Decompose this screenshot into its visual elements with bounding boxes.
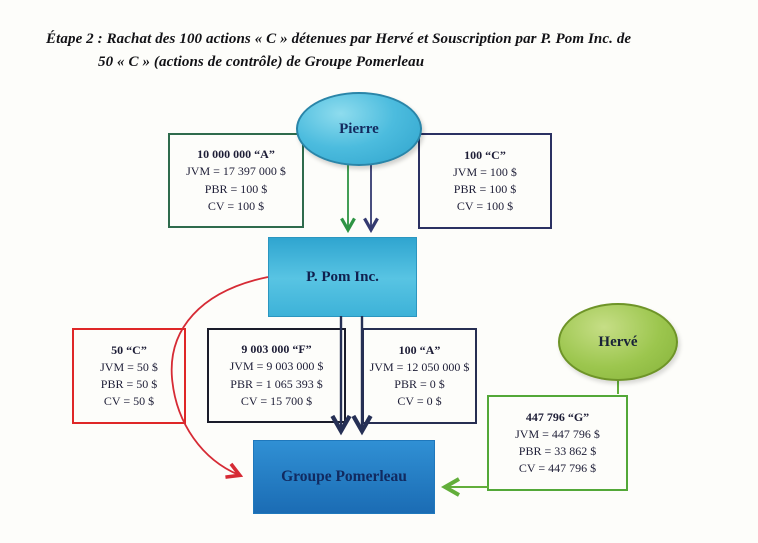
sharebox-cv: CV = 15 700 $ [240,393,313,408]
sharebox-50-c [72,328,186,424]
sharebox-title: 9 003 000 “F” [241,342,312,357]
sharebox-jvm: JVM = 9 003 000 $ [229,359,324,374]
sharebox-jvm: JVM = 447 796 $ [515,426,600,441]
sharebox-title: 100 “C” [464,147,506,162]
sharebox-title: 100 “A” [398,342,441,357]
sharebox-pbr: PBR = 1 065 393 $ [230,376,323,391]
sharebox-pbr: PBR = 0 $ [394,377,445,391]
sharebox-pbr: PBR = 100 $ [204,181,268,196]
sharebox-100-a [362,328,477,424]
sharebox-cv: CV = 100 $ [207,198,265,213]
title-line-2: 50 « C » (actions de contrôle) de Groupe Pomerleau [98,53,425,70]
sharebox-cv: CV = 50 $ [103,394,155,409]
sharebox-100-c [418,133,552,229]
sharebox-title: 50 “C” [111,342,147,357]
node-ppom-label: P. Pom Inc. [306,268,379,285]
title-line-1: Étape 2 : Rachat des 100 actions « C » détenues par Hervé et Souscription par P. Pom Inc. de [46,31,632,47]
sharebox-cv: CV = 100 $ [456,199,514,214]
diagram-title [46,28,706,73]
sharebox-9003000-f [207,328,346,423]
sharebox-10000000-a [168,133,304,228]
sharebox-jvm: JVM = 12 050 000 $ [369,359,470,374]
sharebox-jvm: JVM = 100 $ [453,164,517,179]
sharebox-pbr: PBR = 100 $ [453,182,517,196]
node-herve-label: Hervé [598,333,638,350]
node-groupe-pomerleau [253,440,435,514]
sharebox-pbr: PBR = 33 862 $ [518,444,597,458]
node-pierre-label: Pierre [339,120,379,137]
sharebox-title: 447 796 “G” [525,409,590,424]
sharebox-jvm: JVM = 17 397 000 $ [186,164,286,179]
sharebox-cv: CV = 447 796 $ [518,461,597,476]
sharebox-pbr: PBR = 50 $ [100,377,158,391]
sharebox-jvm: JVM = 50 $ [100,359,158,374]
node-p-pom-inc [268,237,417,317]
node-herve [558,303,678,381]
node-pierre [296,92,422,166]
sharebox-447796-g [487,395,628,491]
node-groupe-label: Groupe Pomerleau [281,468,407,485]
sharebox-title: 10 000 000 “A” [197,147,275,162]
sharebox-cv: CV = 0 $ [397,394,442,409]
